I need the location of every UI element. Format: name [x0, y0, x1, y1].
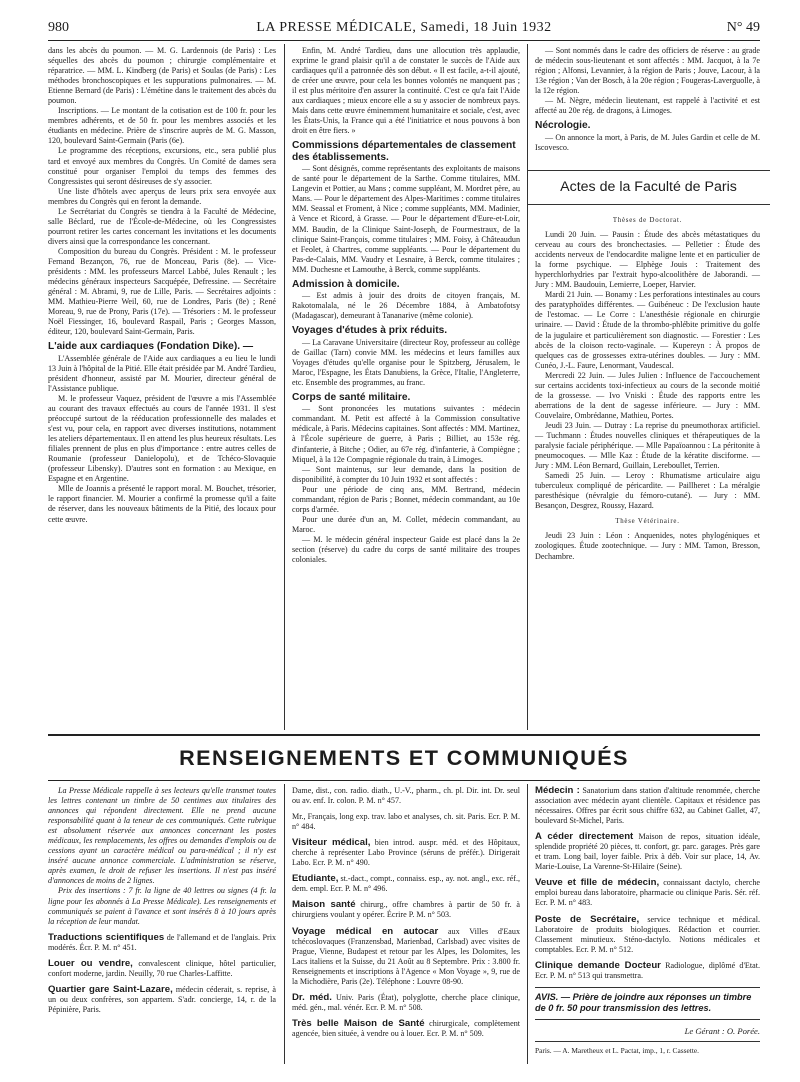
thesis-entry: Mardi 21 Juin. — Bonamy : Les perforations intestinales au cours des paratyphoïdes différentes. — Guibéneuc : De l'exclusion haute de l'estomac. — Le Corre : L'anesthésie régionale en chirurgie urinaire. — David : Étude de la thrombo-phlébite primitive du golfe de la jugulaire et particulièrement son diagnostic. — Forestier : Les abcès de la cloison recto-vaginale. — Kupereyn : À propos de quelques cas de grossesses extra-utérines doubles. — Jury : MM. Cunéo, J.-L. Faure, Lenormant, Vaudescal. — [535, 290, 760, 370]
section-heading: Corps de santé militaire. — [292, 391, 411, 403]
thesis-entry: Jeudi 23 Juin. — Dutray : La reprise du pneumothorax artificiel. — Tuchmann : Études nouvelles cliniques et thérapeutiques de la paralysie faciale périphérique. — Mlle Papaïoannou : La péritonite à pneumocoques. — Mlle Kaz : Étude de la kératite disciforme. — Jury : MM. Léon Bernard, Guillain, Lereboullet, Terrien. — [535, 420, 760, 471]
paragraph: Inscriptions. — Le montant de la cotisation est de 100 fr. pour les membres adhérents, et de 50 fr. pour les membres associés et les étudiants en médecine. Prière de s'inscrire auprès de M. G. Masson, 120, boulevard Saint-Germain (Paris (6e). — [48, 106, 276, 146]
paragraph: Le programme des réceptions, excursions, etc., sera publié plus tard et envoyé aux membres du Congrès. Un Comité de dames sera constitué pour organiser l'emploi du temps des femmes des Congressistes qui seront désireuses de s'y associer. — [48, 146, 276, 186]
paragraph: — M. Nègre, médecin lieutenant, est rappelé à l'activité et est affecté au 20e rég. de dragons, à Limoges. — [535, 96, 760, 116]
paragraph: L'Assemblée générale de l'Aide aux cardiaques a eu lieu le lundi 13 Juin à l'hôpital de la Pitié. Elle était présidée par M. André Tardieu, président d'honneur, assisté par M. Mourier, directeur général de l'Assistance publique. — [48, 353, 276, 393]
paragraph: Enfin, M. André Tardieu, dans une allocution très applaudie, exprime le grand plaisir qu'il a de constater le succès de l'Aide aux cardiaques qu'il a patronnée dès son début. « Il est facile, a-t-il ajouté, de créer une œuvre, pour cela les bonnes volontés ne manquent pas ; il est plus méritoire d'en assurer la continuité. C'est ce qu'a fait l'Aide aux cardiaques ; mieux encore elle a su y associer de nombreux pays. Mais dans cette œuvre éminemment humanitaire et sociale, c'est, avec les États-Unis, la France qui a été l'initiatrice et nous pouvons à bon droit en être fiers. » — [292, 46, 520, 136]
paragraph: Une liste d'hôtels avec aperçus de leurs prix sera envoyée aux membres du Congrès qui en feront la demande. — [48, 186, 276, 206]
thesis-entry: Samedi 25 Juin. — Leroy : Rhumatisme articulaire aigu tuberculeux compliqué de péricardite. — Paillheret : La méralgie paresthésique (névralgie du fémoro-cutané). — Jury : MM. Besançon, Desgrez, Roussy, Hazard. — [535, 471, 760, 511]
avis-notice: AVIS. — Prière de joindre aux réponses un timbre de 0 fr. 50 pour transmission des lettres. — [535, 991, 752, 1013]
paragraph: — La Caravane Universitaire (directeur Roy, professeur au collège de Gaillac (Tarn) convie MM. les médecins et leurs familles aux Voyages d'études qu'elle organise pour le Spitzberg, Jérusalem, le Maroc, l'Espagne, les États Danubiens, la Grèce, l'Italie, l'Angleterre, etc. Ensemble des programmes, au franc. — [292, 337, 520, 387]
section-heading: L'aide aux cardiaques (Fondation Dike). — — [48, 341, 254, 353]
paragraph: Mlle de Joannis a présenté le rapport moral. M. Bouchet, trésorier, le rapport financier. M. Mourier a confirmé la promesse qu'il a faite de réserver, dans les nouveaux bâtiments de la Pitié, des locaux pour cette œuvre. — [48, 484, 276, 524]
ads-column-1 — [48, 786, 276, 1015]
column-3-top — [535, 46, 760, 153]
classified-ad: Traductions scientifiques de l'allemand et de l'anglais. Prix modérés. Écr. P. M. n° 451. — [48, 931, 276, 952]
thesis-entry: Mercredi 22 Juin. — Jules Julien : Influence de l'accouchement sur certains accidents toxi-infectieux au cours de la seconde moitié de la grossesse. — Ivo Vniski : Étude des rapports entre les aberrations de la dent de sagesse inférieure. — Jury : MM. Couvelaire, Ombrédanne, Mathieu, Portes. — [535, 370, 760, 420]
ads-column-3 — [535, 786, 760, 1056]
column-2 — [292, 46, 520, 565]
paragraph: Pour une durée d'un an, M. Collet, médecin commandant, au Maroc. — [292, 514, 520, 534]
classified-ad: Dame, dist., con. radio. diath., U.-V., pharm., ch. pl. Dir. int. Dr. seul ou av. enf. Ir. colon. P. M. n° 457. — [292, 786, 520, 806]
issue-number: N° 49 — [726, 20, 760, 35]
classified-ad: Louer ou vendre, convalescent clinique, hôtel particulier, confort moderne, jardin. Neuilly, 70 rue Charles-Laffitte. — [48, 957, 276, 978]
page-number: 980 — [48, 20, 69, 35]
paragraph: dans les abcès du poumon. — M. G. Lardennois (de Paris) : Les séquelles des abcès du poumon ; chirurgie complémentaire et réparatrice. — MM. L. Kindberg (de Paris) et Soulas (de Paris) : Les méthodes bronchoscopiques et les suppurations pulmonaires. — M. Etienne Bernard (de Paris) : L'émétine dans le traitement des abcès du poumon. — [48, 46, 276, 106]
classified-ad: Clinique demande Docteur Radiologue, diplômé d'Etat. Ecr. P. M. n° 513 qui transmettra. — [535, 959, 760, 980]
classified-ad: Quartier gare Saint-Lazare, médecin céderait, s. reprise, à un ou deux confrères, son appartem. S'adr. concierge, 14, r. de la Pépinière, Paris. — [48, 983, 276, 1014]
ads-intro: La Presse Médicale rappelle à ses lecteurs qu'elle transmet toutes les lettres contenant un timbre de 50 centimes aux titulaires des annonces qui répondent directement. Elle ne prend aucune responsabilité quant à la teneur de ces communiqués. Cette rubrique est absolument réservée aux annonces concernant les postes médicaux, les remplacements, les offres ou demandes d'emplois ou de cessions ayant un caractère médical ou para-médical ; il n'y est inséré aucune annonce commerciale. L'administration se réserve, après examen, le droit de refuser les insertions. Il n'est pas inséré d'annonces de moins de 2 lignes. — [48, 786, 276, 886]
veterinary-subheading: Thèse Vétérinaire. — [615, 518, 680, 526]
classified-ad: Etudiante, st.-dact., compt., connaiss. esp., ay. not. angl., exc. réf., dem. empl. Ecr. P. M. n° 496. — [292, 873, 520, 894]
column-3-theses — [535, 210, 760, 562]
paragraph: — Sont maintenus, sur leur demande, dans la position de disponibilité, à compter du 10 Juin 1932 et sont affectés : — [292, 464, 520, 484]
theses-subheading: Thèses de Doctorat. — [612, 217, 683, 224]
banner-rule-top — [48, 734, 760, 736]
paragraph: — On annonce la mort, à Paris, de M. Jules Gardin et celle de M. Iscovesco. — [535, 132, 760, 152]
paragraph: — M. le médecin général inspecteur Gaide est placé dans la 2e section (réserve) du cadre du corps de santé militaire des troupes coloniales. — [292, 534, 520, 565]
ads-price: Prix des insertions : 7 fr. la ligne de 40 lettres ou signes (4 fr. la ligne pour les abonnés à La Presse Médicale). Les renseignements et communiqués se paient à l'avance et sont insérés 8 à 10 jours après la réception de leur mandat. — [48, 886, 276, 926]
column-divider — [527, 44, 528, 730]
paragraph: — Sont nommés dans le cadre des officiers de réserve : au grade de médecin sous-lieutenant et sont affectés : MM. Jacquot, à la 7e région ; Alfonsi, Levannier, à la région de Paris ; Jouve, Lacour, à la 13e région ; Van der Bosch, à la 20e région ; Fougeras-Laverguolle, à la 12e région. — [535, 46, 760, 96]
section-heading: Commissions départementales de classement des établissements. — [292, 140, 516, 163]
faculte-heading: Actes de la Faculté de Paris — [560, 179, 737, 195]
paragraph: — Est admis à jouir des droits de citoyen français, M. Rakotomalala, né le 26 Décembre 1884, à Ambatofotsy (Madagascar), demeurant à Tananarive (même colonie). — [292, 291, 520, 321]
running-head — [48, 20, 760, 38]
section-heading: Voyages d'études à prix réduits. — [292, 325, 448, 337]
classified-ad: Visiteur médical, bien introd. auspr. méd. et des Hôpitaux, cherche à représenter Labo Province (séruns de préfér.). Dirigerait Labo. Ecr. P. M. n° 490. — [292, 837, 520, 868]
column-divider — [527, 784, 528, 1064]
gerant-signature: Le Gérant : O. Porée. — [684, 1025, 760, 1036]
paragraph: Le Secrétariat du Congrès se tiendra à la Faculté de Médecine, salle Béclard, rue de l'École-de-Médecine, où les Congressistes pourront retirer les cartes concernant les invitations et les documents divers ainsi que la correspondance les concernant. — [48, 206, 276, 246]
column-divider — [284, 44, 285, 730]
column-divider — [284, 784, 285, 1064]
ads-column-2 — [292, 786, 520, 1039]
classified-ad: Voyage médical en autocar aux Villes d'Eaux tchécoslovaques (Franzensbad, Marienbad, Carlsbad) avec visites de Prague, Vienne, Budapest et retour par les Alpes, les Dolomites, les Lacs italiens et la Suisse, du 21 Août au 8 Septembre. Prix : 3.800 fr. Renseignements et inscriptions à l'Agence « Mon Voyage », 9, rue de la Michodière, Paris (2e). Téléphone : Louvre 08-90. — [292, 925, 520, 986]
header-rule — [48, 40, 760, 41]
paragraph: Composition du bureau du Congrès. Président : M. le professeur Fernand Bezançon, 76, rue de Monceau, Paris (8e). — Vice-présidents : MM. les professeurs Marcel Labbé, Jules Renault ; les médecins généraux inspecteurs Sacquépée, Defressine. — Secrétaire général : M. Abrami, 9, rue de Lille, Paris. — Secrétaires adjoints : MM. Mathieu-Pierre Weil, 60, rue de Londres, Paris (8e) ; René Moreau, 9, rue de Prony, Paris (17e). — Trésoriers : M. le professeur Noël Fiessinger, 16, boulevard Raspail, Paris ; Georges Masson, éditeur, 120, boulevard Saint-Germain, Paris. — [48, 246, 276, 337]
classified-ad: Poste de Secrétaire, service technique et médical. Laboratoire de produits biologiques. Rédaction et courrier. Classement minutieux. Sténo-dactylo. Notions médicales et comptables. Ecr. P. M. n° 512. — [535, 913, 760, 954]
classified-ad: Maison santé chirurg., offre chambres à partir de 50 fr. à chirurgiens voulant y opérer. Écrire P. M. n° 503. — [292, 899, 520, 920]
journal-title: LA PRESSE MÉDICALE, Samedi, 18 Juin 1932 — [256, 20, 552, 35]
classified-ad: Très belle Maison de Santé chirurgicale, complètement agencée, bien située, à vendre ou à louer. Ecr. P. M. n° 509. — [292, 1017, 520, 1038]
faculte-rule-bottom — [527, 204, 770, 205]
paragraph: — Sont désignés, comme représentants des exploitants de maisons de santé pour le département de la Sarthe. Comme titulaires, MM. Langevin et Pottier, au Mans ; comme suppléant, M. Mordret père, au Mans. — Pour le département des Alpes-Maritimes : comme titulaires MM. Seassal et Froment, à Nice ; comme suppléants, MM. Madinier, à Vence et Ricord, à Grasse. — Pour le département d'Eure-et-Loir, MM. Baudin, de la Clinique Saint-Joseph, de Fourmestraux, de la clinique Saint-François, comme titulaires ; MM. Foisy, à Châteaudun et Feolet, à Chartres, comme suppléants. — Pour le département du Pas-de-Calais, MM. Vaudry et Lesnaire, à Berck, comme titulaires ; MM. Duchesne et Lamouthe, à Berck, comme suppléants. — [292, 164, 520, 274]
faculte-rule-top — [527, 170, 770, 171]
section-banner: RENSEIGNEMENTS ET COMMUNIQUÉS — [179, 745, 629, 770]
paragraph: Pour une période de cinq ans, MM. Bertrand, médecin commandant, région de Paris ; Bonnet, médecin commandant, au 10e corps d'armée. — [292, 484, 520, 514]
thesis-entry: Lundi 20 Juin. — Pausin : Étude des abcès métastatiques du cerveau au cours des bronchectasies. — Pelletier : Étude des accidents nerveux de l'endocardite maligne lente et en particulier de la forme psychique. — Elphège Jouis : Traitement des hyperchlorhydries par l'extrait hypo-alcoolithère de Jaborandi. — Jury : MM. Baudouin, Lemierre, Loeper, Harvier. — [535, 230, 760, 290]
classified-ad: Dr. méd. Univ. Paris (État), polyglotte, cherche place clinique, méd. gén., mal. vénér. Ecr. P. M. n° 508. — [292, 991, 521, 1012]
issue-date: Samedi, 18 Juin 1932 — [420, 20, 552, 35]
section-heading: Nécrologie. — [535, 120, 591, 132]
classified-ad: Mr., Français, long exp. trav. labo et analyses, ch. sit. Paris. Ecr. P. M. n° 484. — [292, 812, 520, 832]
classified-ad: Veuve et fille de médecin, connaissant dactylo, cherche emploi bureau dans laboratoire, pharmacie ou clinique Paris. Sér. réf. Ecr. P. M. n° 483. — [535, 877, 760, 908]
classified-ad: A céder directement Maison de repos, situation idéale, splendide propriété 20 pièces, tt. confort, gr. parc. garages. Près gare et tram. Long bail, loyer faible. Prix à déb. Voir sur place, 14, Av. Marie-Louise, La Varenne-St-Hilaire (Seine). — [535, 831, 760, 872]
thesis-entry: Jeudi 23 Juin : Léon : Anquenides, notes phylogéniques et zoologiques. Étude zootechnique. — Jury : MM. Tamon, Bresson, Dechambre. — [535, 531, 760, 561]
printer-imprint: Paris. — A. Maretheux et L. Pactat, imp., 1, r. Cassette. — [535, 1045, 700, 1055]
banner-rule-bottom — [48, 780, 760, 781]
paragraph: M. le professeur Vaquez, président de l'œuvre a mis l'Assemblée au courant des travaux effectués au cours de l'année 1931. Il s'est préoccupé surtout de la rééducation professionnelle des malades et s'est vu, pour cela, en rapport avec diverses institutions, notamment les ateliers départementaux. Il en attend les plus heureux résultats. Les filiales prennent de plus en plus d'importance : entre autres celles de Roumanie (professeur Danielopolu), et de Tchéco-Slovaquie (professeur Libensky). D'autres sont en formation : au Mexique, en Espagne et en Argentine. — [48, 393, 276, 484]
section-heading: Admission à domicile. — [292, 278, 400, 290]
classified-ad: Médecin : Sanatorium dans station d'altitude renommée, cherche association avec médecin ayant clientèle. Capitaux et résidence pas nécessaires. Offres par écrit sous chiffre 632, au Cabinet Gallet, 47, boulevard St-Michel, Paris. — [535, 785, 760, 826]
paragraph: — Sont prononcées les mutations suivantes : médecin commandant. M. Petit est affecté à la Commission consultative médicale, à Paris. Médecins capitaines. Sont affectés : MM. Martinez, à l'École supérieure de guerre, à Paris ; Billiet, au 153e rég. d'infanterie, à Bitche ; Odier, au 67e rég. d'infanterie, à Compiègne ; Miquel, à la 12e Compagnie régionale du train, à Limoges. — [292, 404, 520, 464]
column-1 — [48, 46, 276, 525]
